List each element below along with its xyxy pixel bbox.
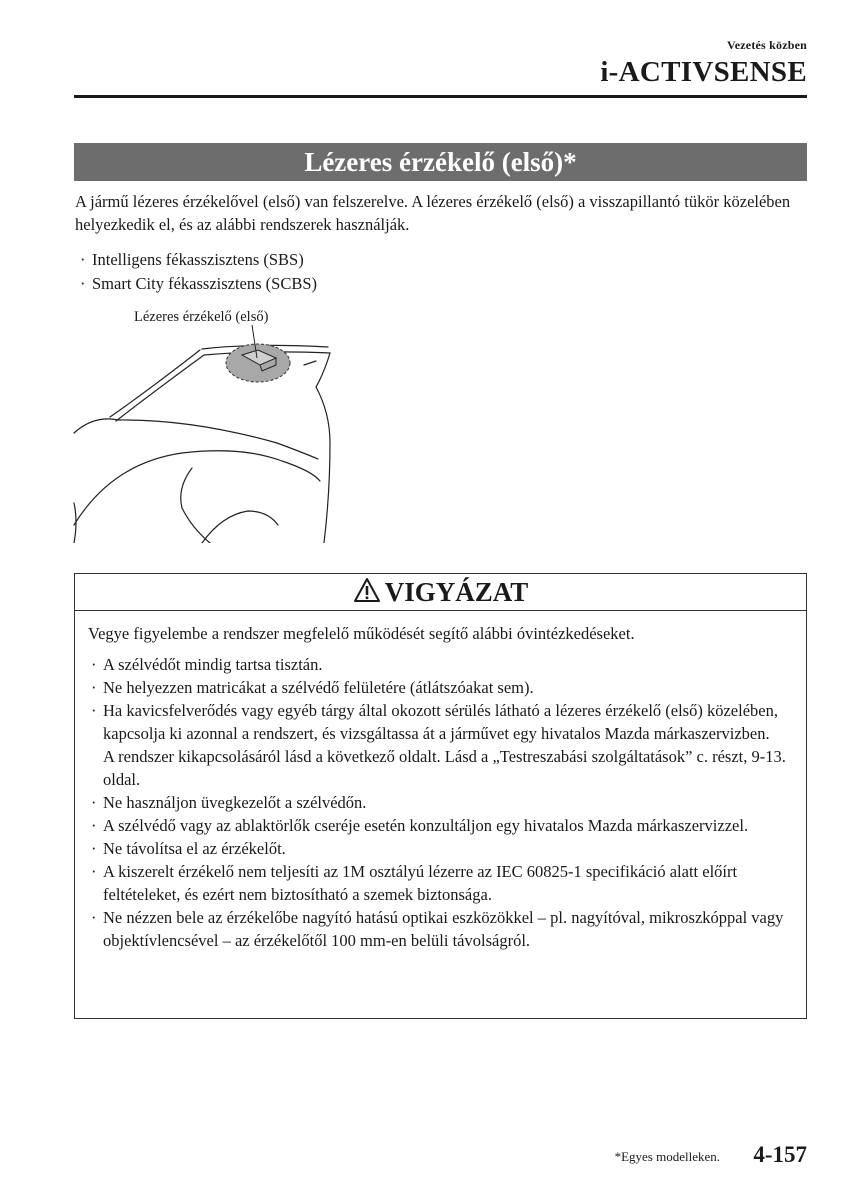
list-item — [80, 248, 317, 272]
list-item — [91, 699, 793, 791]
chapter-label: Vezetés közben — [726, 38, 807, 52]
list-item — [91, 906, 793, 952]
caution-box — [74, 573, 807, 1019]
figure-callout-label: Lézeres érzékelő (első) — [134, 309, 269, 325]
footnote: *Egyes modelleken. — [614, 1149, 720, 1164]
warning-triangle-icon — [353, 576, 381, 612]
list-item — [91, 791, 793, 814]
list-item — [80, 272, 317, 296]
caution-header — [75, 574, 806, 611]
list-item-text: Intelligens fékasszisztens (SBS) — [92, 250, 304, 269]
list-item — [91, 653, 793, 676]
list-item-note: A rendszer kikapcsolásáról lásd a következő oldalt. Lásd a „Testreszabási szolgáltatások” c. részt, 9-13. oldal. — [103, 747, 786, 789]
list-item-text: Ha kavicsfelverődés vagy egyéb tárgy által okozott sérülés látható a lézeres érzékelő (első) közelében, kapcsolja ki azonnal a rendszert, és vizsgáltassa át a járművet egy hivatalos Mazda márkaszervizben. — [103, 701, 778, 743]
bullet: · — [91, 793, 97, 812]
section-title: Lézeres érzékelő (első)* — [74, 143, 807, 181]
intro-paragraph: A jármű lézeres érzékelővel (első) van felszerelve. A lézeres érzékelő (első) a visszapillantó tükör közelében helyezkedik el, és az alábbi rendszerek használják. — [75, 192, 791, 234]
bullet: · — [91, 908, 97, 927]
list-item-text: Ne helyezzen matricákat a szélvédő felületére (átlátszóakat sem). — [103, 678, 534, 697]
bullet: · — [91, 678, 97, 697]
list-item — [91, 814, 793, 837]
list-item-text: Ne nézzen bele az érzékelőbe nagyító hatású optikai eszközökkel – pl. nagyítóval, mikroszkóppal vagy objektívlencsével – az érzékelőtől 100 mm-en belüli távolságról. — [103, 908, 784, 950]
list-item-text: A szélvédő vagy az ablaktörlők cseréje esetén konzultáljon egy hivatalos Mazda márkaszervizzel. — [103, 816, 749, 835]
car-windshield-illustration — [72, 303, 342, 543]
list-item — [91, 837, 793, 860]
bullet: · — [80, 274, 86, 293]
list-item-text: A szélvédőt mindig tartsa tisztán. — [103, 655, 323, 674]
caution-title: VIGYÁZAT — [384, 577, 529, 607]
caution-list — [88, 653, 793, 952]
page-header-title: i-ACTIVSENSE — [600, 56, 807, 88]
list-item-text: Ne távolítsa el az érzékelőt. — [103, 839, 286, 858]
list-item-text: Ne használjon üvegkezelőt a szélvédőn. — [103, 793, 367, 812]
list-item — [91, 860, 793, 906]
bullet: · — [91, 816, 97, 835]
page-number: 4-157 — [753, 1142, 807, 1167]
bullet: · — [80, 250, 86, 269]
sensor-location-figure — [72, 303, 342, 543]
bullet: · — [91, 839, 97, 858]
list-item-text: Smart City fékasszisztens (SCBS) — [92, 274, 318, 293]
header-divider — [74, 95, 807, 98]
list-item-text: A kiszerelt érzékelő nem teljesíti az 1M osztályú lézerre az IEC 60825-1 specifikáció alatt előírt feltételeket, és ezért nem biztosítható a szemek biztonsága. — [103, 862, 738, 904]
list-item — [91, 676, 793, 699]
bullet: · — [91, 701, 97, 720]
bullet: · — [91, 655, 97, 674]
bullet: · — [91, 862, 97, 881]
system-list — [80, 248, 317, 296]
caution-lead: Vegye figyelembe a rendszer megfelelő működését segítő alábbi óvintézkedéseket. — [88, 624, 635, 643]
caution-body — [75, 611, 806, 952]
